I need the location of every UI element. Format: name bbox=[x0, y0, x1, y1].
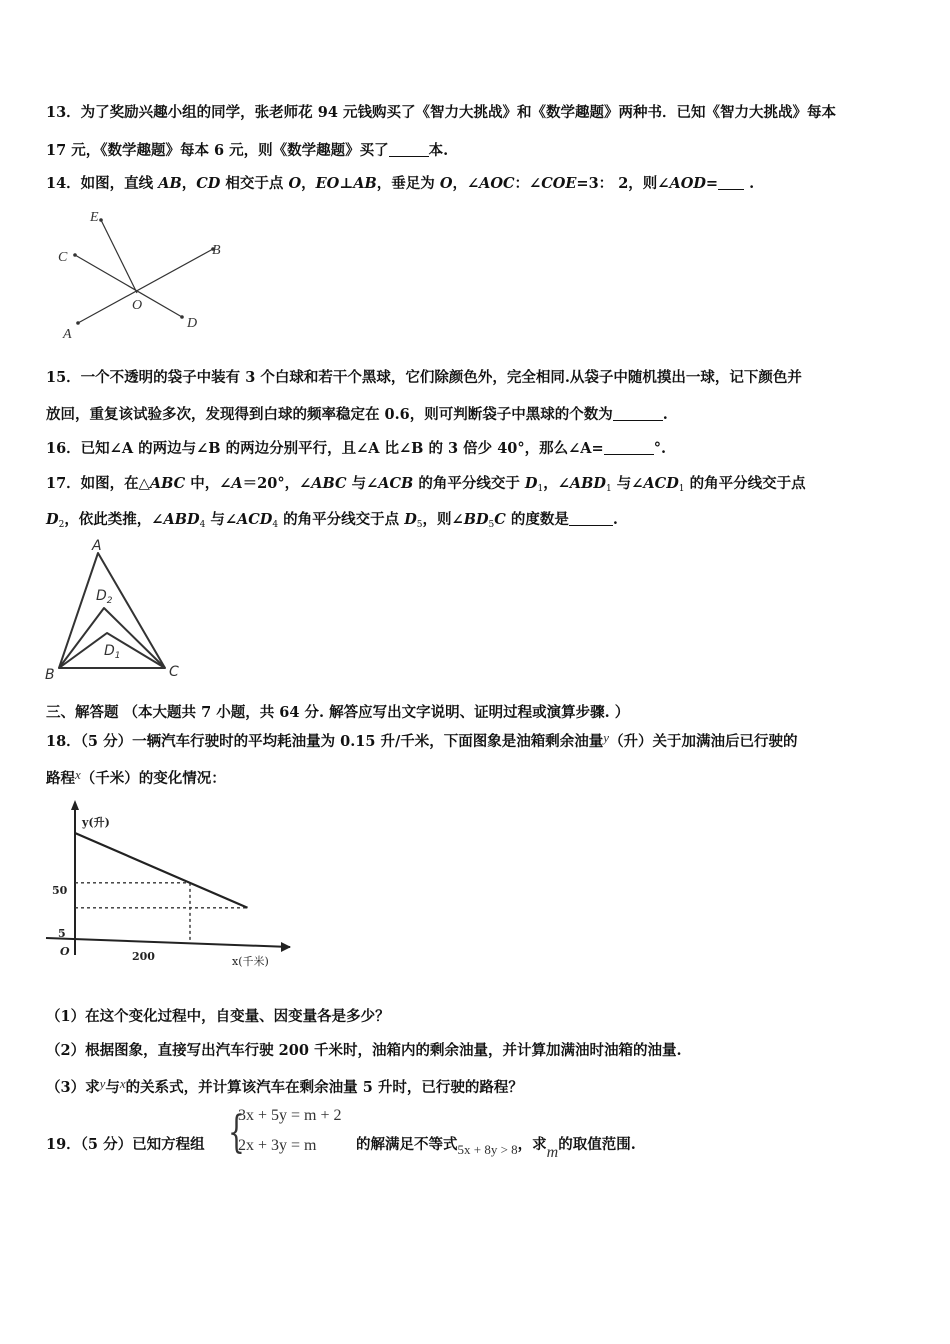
equation-system bbox=[228, 1105, 358, 1163]
line-ab bbox=[78, 249, 213, 323]
label-o: O bbox=[132, 298, 143, 313]
q17-figure bbox=[40, 535, 190, 685]
left-brace: { bbox=[228, 1107, 245, 1158]
q13-line1: 13．为了奖励兴趣小组的同学，张老师花 94 元钱购买了《智力大挑战》和《数学趣题》两种书．已知《智力大挑战》每本 bbox=[46, 104, 836, 121]
answer-blank bbox=[569, 511, 613, 526]
x-axis-label: x(千米) bbox=[232, 955, 269, 968]
series-line bbox=[75, 833, 248, 908]
q15-line1: 15．一个不透明的袋子中装有 3 个白球和若干个黑球，它们除颜色外，完全相同.从袋子中随机摸出一球，记下颜色并 bbox=[46, 369, 802, 386]
label-d1: $D_1$ bbox=[104, 643, 121, 661]
q18-part3: （3）求y与x的关系式，并计算该汽车在剩余油量 5 升时，已行驶的路程？ bbox=[46, 1076, 523, 1096]
label-b: B bbox=[45, 667, 55, 683]
inequality: 5x + 8y > 8 bbox=[457, 1142, 518, 1157]
q17-line1: 17．如图，在△ABC 中，∠A＝20°，∠ABC 与∠ACB 的角平分线交于 $D_1$，$\angle ABD_1$ 与$\angle ACD_1$ 的角平分线交于点 bbox=[46, 475, 806, 494]
label-d2: $D_2$ bbox=[96, 588, 113, 606]
answer-blank bbox=[613, 406, 663, 421]
line-cd bbox=[75, 255, 182, 317]
y-axis-arrow bbox=[71, 800, 79, 810]
q18-line1: 18．（5 分）一辆汽车行驶时的平均耗油量为 0.15 升/千米，下面图象是油箱剩余油量y（升）关于加满油后已行驶的 bbox=[46, 730, 798, 750]
q16-line: 16．已知∠A 的两边与∠B 的两边分别平行，且∠A 比∠B 的 3 倍少 40°，那么∠A= °. bbox=[46, 440, 667, 457]
answer-blank bbox=[718, 175, 744, 190]
label-c: C bbox=[169, 664, 179, 680]
x-axis bbox=[46, 938, 290, 947]
q15-line2: 放回，重复该试验多次，发现得到白球的频率稳定在 0.6，则可判断袋子中黑球的个数为 . bbox=[46, 406, 668, 423]
label-e: E bbox=[90, 210, 99, 225]
q19-suffix: 的解满足不等式5x + 8y > 8，求m的取值范围. bbox=[356, 1136, 636, 1161]
x-axis-arrow bbox=[281, 942, 291, 952]
ytick-50: 50 bbox=[52, 884, 68, 897]
q18-chart bbox=[44, 800, 294, 975]
ytick-5: 5 bbox=[58, 927, 66, 940]
q13-line2: 17 元，《数学趣题》每本 6 元，则《数学趣题》买了 本. bbox=[46, 142, 449, 159]
label-b: B bbox=[212, 243, 221, 258]
equation-1: 3x + 5y = m + 2 bbox=[238, 1107, 342, 1124]
label-a: A bbox=[92, 538, 102, 554]
q17-line2: $D_2$，依此类推，$\angle ABD_4$ 与$\angle ACD_4$ 的角平分线交于点 $D_5$，则$\angle BD_5C$ 的度数是 . bbox=[46, 511, 618, 530]
var-m: m bbox=[546, 1144, 559, 1161]
label-d: D bbox=[187, 316, 198, 331]
line-eo bbox=[101, 220, 137, 293]
q14-line: 14．如图，直线 AB，CD 相交于点 O，EO⊥AB，垂足为 O，∠AOC：∠COE=3： 2，则∠AOD= . bbox=[46, 175, 755, 192]
xtick-200: 200 bbox=[132, 950, 155, 963]
label-c: C bbox=[58, 250, 68, 265]
q19-prefix: 19．（5 分）已知方程组 bbox=[46, 1136, 205, 1153]
q18-part1: （1）在这个变化过程中，自变量、因变量各是多少？ bbox=[46, 1008, 390, 1025]
equation-2: 2x + 3y = m bbox=[238, 1137, 317, 1154]
label-a: A bbox=[63, 327, 72, 342]
y-axis-label: y(升) bbox=[82, 816, 110, 829]
answer-blank bbox=[389, 142, 429, 157]
q18-part2: （2）根据图象，直接写出汽车行驶 200 千米时，油箱内的剩余油量，并计算加满油时油箱的油量. bbox=[46, 1042, 682, 1059]
q14-figure bbox=[55, 205, 235, 345]
q18-line2: 路程x（千米）的变化情况： bbox=[46, 767, 226, 787]
origin-label: O bbox=[60, 945, 70, 958]
answer-blank bbox=[604, 440, 654, 455]
section-3-heading: 三、解答题 （本大题共 7 小题，共 64 分. 解答应写出文字说明、证明过程或演算步骤. ） bbox=[46, 704, 630, 721]
